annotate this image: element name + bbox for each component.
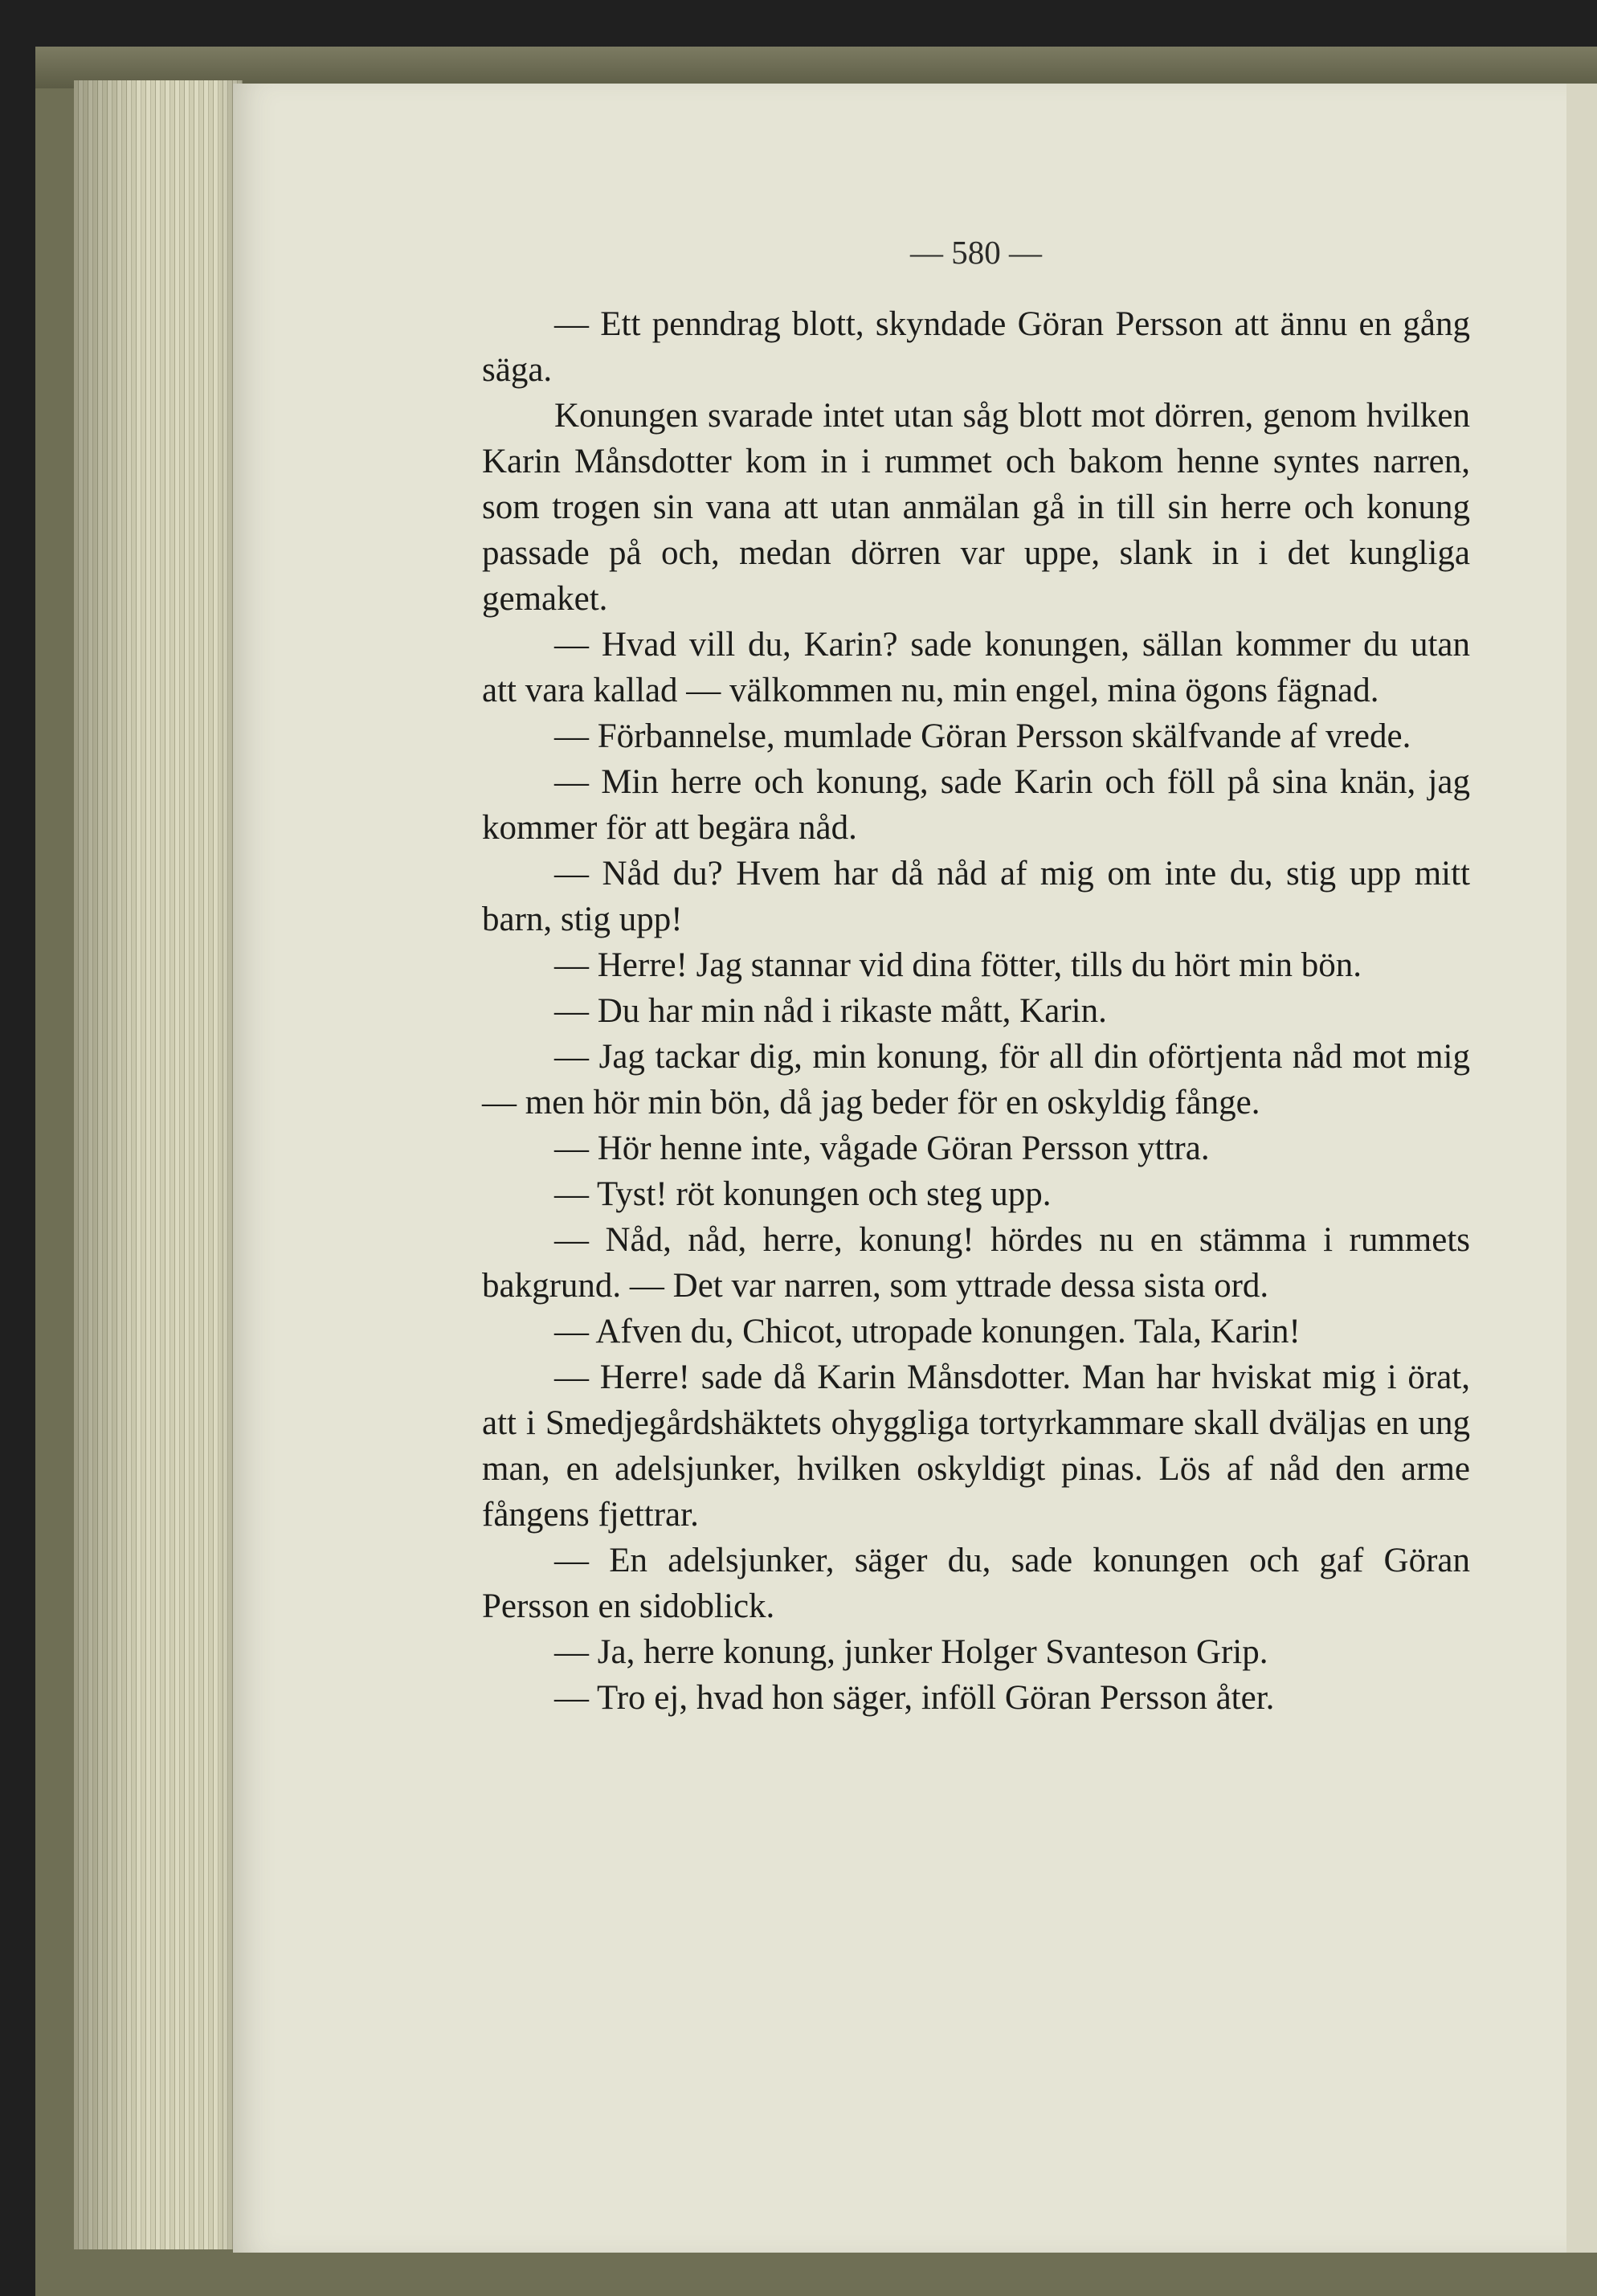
paragraph: — Förbannelse, mumlade Göran Persson skälfvande af vrede. [554, 717, 1411, 755]
paragraph: — Ja, herre konung, junker Holger Svanteson Grip. [554, 1633, 1268, 1671]
paragraph: — Hör henne inte, vågade Göran Persson yttra. [554, 1130, 1210, 1167]
page-right-edge [1566, 84, 1597, 2253]
paragraph: — Nåd du? Hvem har då nåd af mig om inte du, stig upp mitt barn, stig upp! [482, 855, 1470, 938]
book-cover-top-edge [35, 47, 1597, 88]
page-text [482, 301, 1470, 1721]
paragraph: — Afven du, Chicot, utropade konungen. Tala, Karin! [554, 1313, 1301, 1350]
paragraph: — Herre! sade då Karin Månsdotter. Man har hviskat mig i örat, att i Smedjegårdshäktets ohyggliga tortyrkammare skall dväljas en ung man, en adelsjunker, hvilken oskyldigt pinas. Lös af nåd den arme fångens fjettrar. [482, 1358, 1470, 1534]
paragraph: — Tyst! röt konungen och steg upp. [554, 1175, 1052, 1213]
paragraph: — Min herre och konung, sade Karin och föll på sina knän, jag kommer för att begära nåd. [482, 763, 1470, 847]
paragraph: — Ett penndrag blott, skyndade Göran Persson att ännu en gång säga. [482, 305, 1470, 389]
page-edges-shadow [74, 80, 243, 2249]
paragraph: — En adelsjunker, säger du, sade konungen och gaf Göran Persson en sidoblick. [482, 1542, 1470, 1625]
paragraph: — Jag tackar dig, min konung, för all din oförtjenta nåd mot mig — men hör min bön, då jag beder för en oskyldig fånge. [482, 1038, 1470, 1121]
paragraph: — Tro ej, hvad hon säger, inföll Göran Persson åter. [554, 1679, 1275, 1717]
paragraph: — Du har min nåd i rikaste mått, Karin. [554, 992, 1107, 1030]
paragraph: — Nåd, nåd, herre, konung! hördes nu en stämma i rummets bakgrund. — Det var narren, som yttrade dessa sista ord. [482, 1221, 1470, 1305]
paragraph: Konungen svarade intet utan såg blott mot dörren, genom hvilken Karin Månsdotter kom in i rummet och bakom henne syntes narren, som trogen sin vana att utan anmälan gå in till sin herre och konung passade på och, medan dörren var uppe, slank in i det kungliga gemaket. [482, 397, 1470, 618]
page-number: — 580 — [910, 234, 1042, 271]
paragraph: — Hvad vill du, Karin? sade konungen, sällan kommer du utan att vara kallad — välkommen nu, min engel, mina ögons fägnad. [482, 626, 1470, 709]
paragraph: — Herre! Jag stannar vid dina fötter, tills du hört min bön. [554, 946, 1362, 984]
